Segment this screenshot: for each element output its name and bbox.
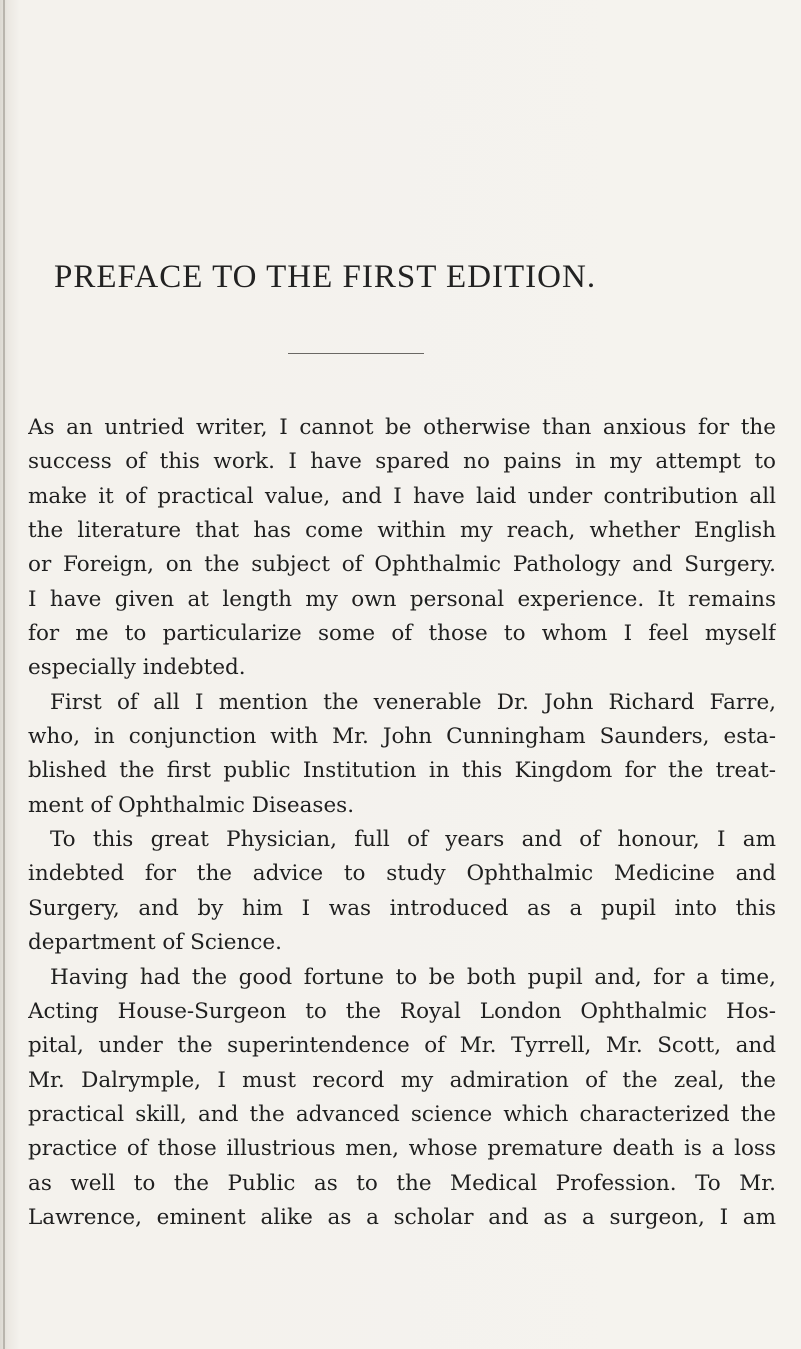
text-line: or Foreign, on the subject of Ophthalmic Pathology and Surgery. <box>28 552 776 578</box>
binding-gutter <box>3 0 5 1349</box>
text-line: practice of those illustrious men, whose premature death is a loss <box>28 1136 776 1162</box>
text-line: indebted for the advice to study Ophthalmic Medicine and <box>28 861 776 887</box>
text-line: as well to the Public as to the Medical Profession. To Mr. <box>28 1170 776 1196</box>
text-line: the literature that has come within my reach, whether English <box>28 518 776 544</box>
text-line: blished the first public Institution in this Kingdom for the treat- <box>28 758 776 784</box>
text-line: who, in conjunction with Mr. John Cunningham Saunders, esta- <box>28 724 776 750</box>
text-line: especially indebted. <box>28 655 246 681</box>
text-line: practical skill, and the advanced science which characterized the <box>28 1101 776 1127</box>
text-line: I have given at length my own personal experience. It remains <box>28 586 776 612</box>
text-line: Acting House-Surgeon to the Royal London Ophthalmic Hos- <box>28 998 776 1024</box>
title-divider <box>288 353 424 354</box>
text-line: Surgery, and by him I was introduced as a pupil into this <box>28 895 776 921</box>
text-line: department of Science. <box>28 930 282 956</box>
text-line: As an untried writer, I cannot be otherwise than anxious for the <box>28 415 776 440</box>
text-line: Mr. Dalrymple, I must record my admiration of the zeal, the <box>28 1067 776 1093</box>
text-line: make it of practical value, and I have laid under contribution all <box>28 483 776 509</box>
page-title: PREFACE TO THE FIRST EDITION. <box>54 259 597 295</box>
text-line: Having had the good fortune to be both pupil and, for a time, <box>50 964 776 990</box>
text-line: for me to particularize some of those to whom I feel myself <box>28 621 776 647</box>
text-line: success of this work. I have spared no pains in my attempt to <box>28 449 776 475</box>
text-line: ment of Ophthalmic Diseases. <box>28 792 355 818</box>
body-text <box>28 411 776 1235</box>
text-line: To this great Physician, full of years and of honour, I am <box>50 827 776 853</box>
text-line: Lawrence, eminent alike as a scholar and as a surgeon, I am <box>28 1204 776 1230</box>
text-line: First of all I mention the venerable Dr. John Richard Farre, <box>50 689 776 715</box>
text-line: pital, under the superintendence of Mr. Tyrrell, Mr. Scott, and <box>28 1033 776 1059</box>
